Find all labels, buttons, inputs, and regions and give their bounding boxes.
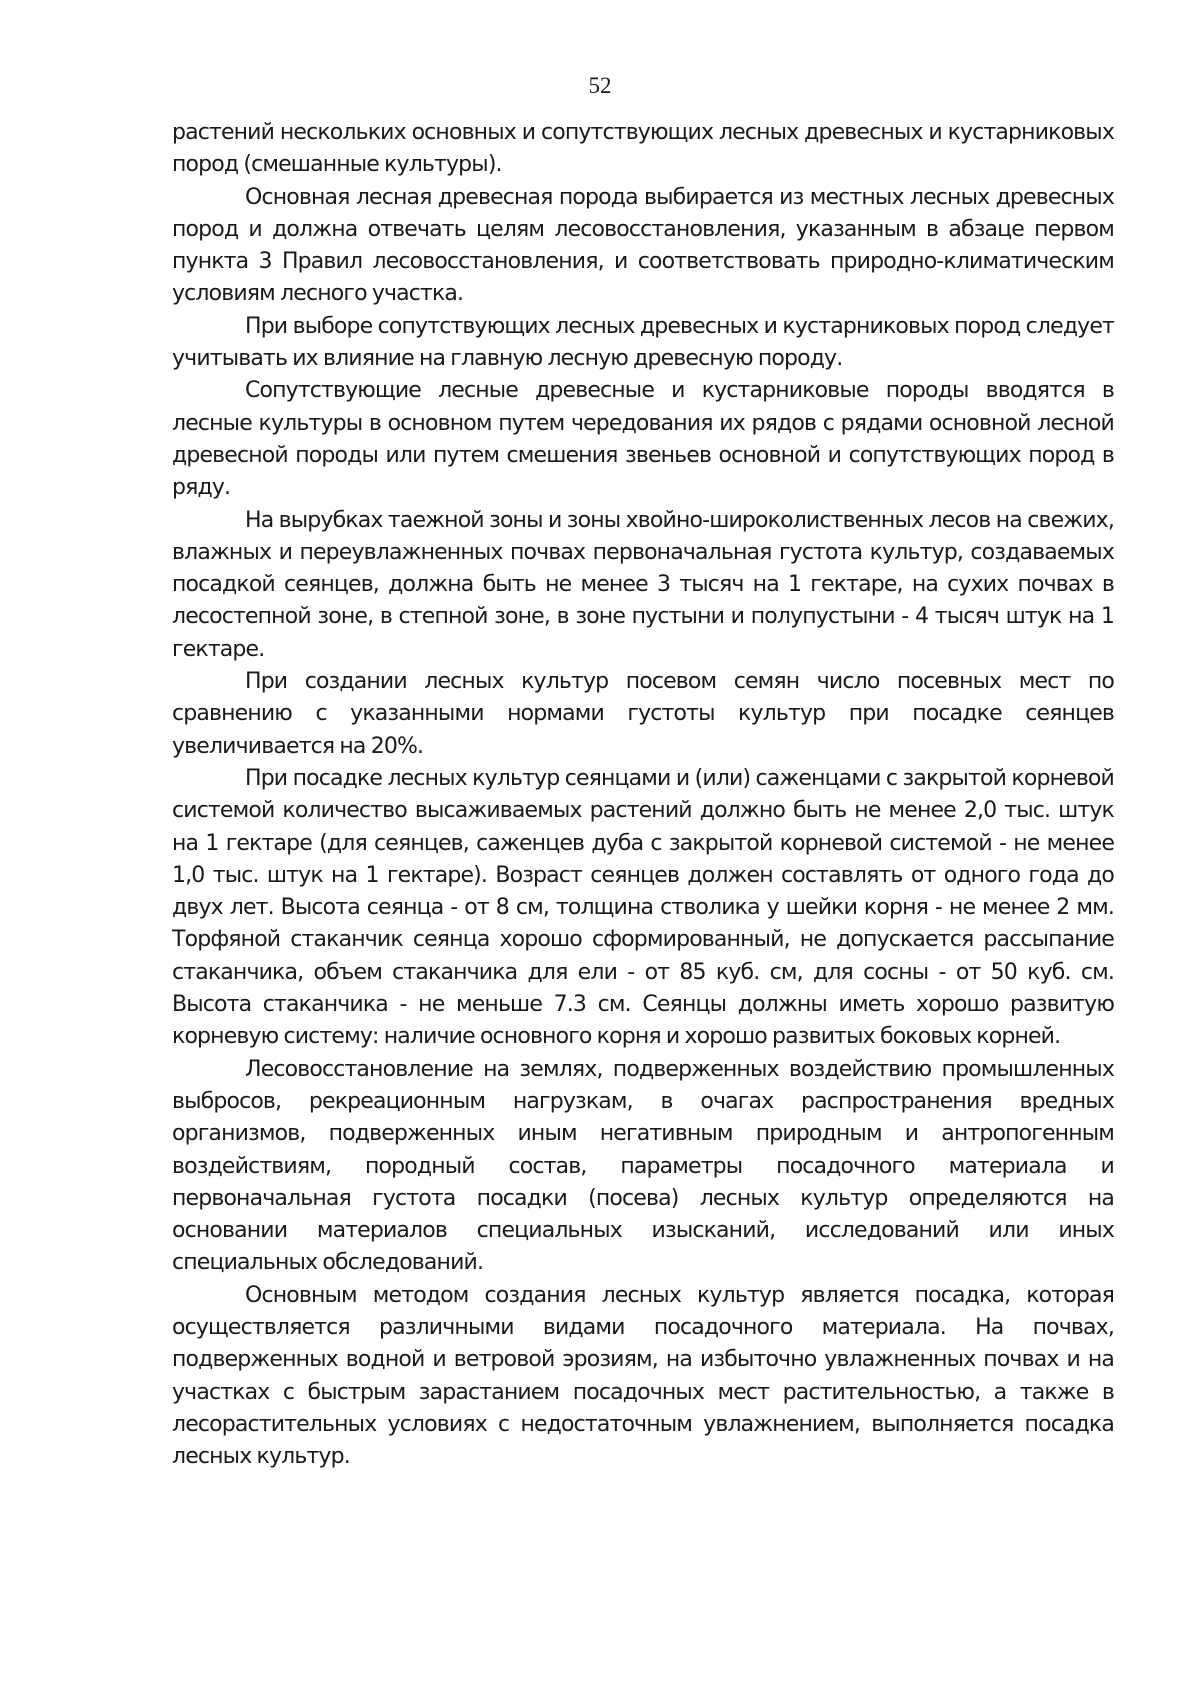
paragraph: На вырубках таежной зоны и зоны хвойно-широколиственных лесов на свежих, влажных и переувлажненных почвах первоначальная густота культур, создаваемых посадкой сеянцев, должна быть не менее 3 тысяч на 1 гектаре, на сухих почвах в лесостепной зоне, в степной зоне, в зоне пустыни и полупустыни - 4 тысяч штук на 1 гектаре. — [172, 507, 1114, 662]
paragraph: Основная лесная древесная порода выбирается из местных лесных древесных пород и должна отвечать целям лесовосстановления, указанным в абзаце первом пункта 3 Правил лесовосстановления, и соответствовать природно-климатическим условиям лесного участка. — [172, 184, 1114, 307]
paragraph: При создании лесных культур посевом семян число посевных мест по сравнению с указанными нормами густоты культур при посадке сеянцев увеличивается на 20%. — [172, 669, 1114, 759]
paragraph: При выборе сопутствующих лесных древесных и кустарниковых пород следует учитывать их влияние на главную лесную древесную породу. — [172, 313, 1114, 372]
paragraph: Сопутствующие лесные древесные и кустарниковые породы вводятся в лесные культуры в основном путем чередования их рядов с рядами основной лесной древесной породы или путем смешения звеньев основной и сопутствующих пород в ряду. — [172, 378, 1114, 501]
page-number: 52 — [588, 73, 612, 98]
paragraph: Лесовосстановление на землях, подверженных воздействию промышленных выбросов, рекреационным нагрузкам, в очагах распространения вредных организмов, подверженных иным негативным природным и антропогенным воздействиям, породный состав, параметры посадочного материала и первоначальная густота посадки (посева) лесных культур определяются на основании материалов специальных изысканий, исследований или иных специальных обследований. — [172, 1056, 1114, 1276]
paragraph: Основным методом создания лесных культур является посадка, которая осуществляется различными видами посадочного материала. На почвах, подверженных водной и ветровой эрозиям, на избыточно увлажненных почвах и на участках с быстрым зарастанием посадочных мест растительностью, а также в лесорастительных условиях с недостаточным увлажнением, выполняется посадка лесных культур. — [172, 1282, 1114, 1470]
document-body — [172, 117, 1114, 1473]
paragraph: При посадке лесных культур сеянцами и (или) саженцами с закрытой корневой системой количество высаживаемых растений должно быть не менее 2,0 тыс. штук на 1 гектаре (для сеянцев, саженцев дуба с закрытой корневой системой - не менее 1,0 тыс. штук на 1 гектаре). Возраст сеянцев должен составлять от одного года до двух лет. Высота сеянца - от 8 см, толщина стволика у шейки корня - не менее 2 мм. Торфяной стаканчик сеянца хорошо сформированный, не допускается рассыпание стаканчика, объем стаканчика для ели - от 85 куб. см, для сосны - от 50 куб. см. Высота стаканчика - не меньше 7.3 см. Сеянцы должны иметь хорошо развитую корневую систему: наличие основного корня и хорошо развитых боковых корней. — [172, 765, 1114, 1050]
paragraph-continuation: растений нескольких основных и сопутствующих лесных древесных и кустарниковых пород (смешанные культуры). — [172, 120, 1114, 178]
